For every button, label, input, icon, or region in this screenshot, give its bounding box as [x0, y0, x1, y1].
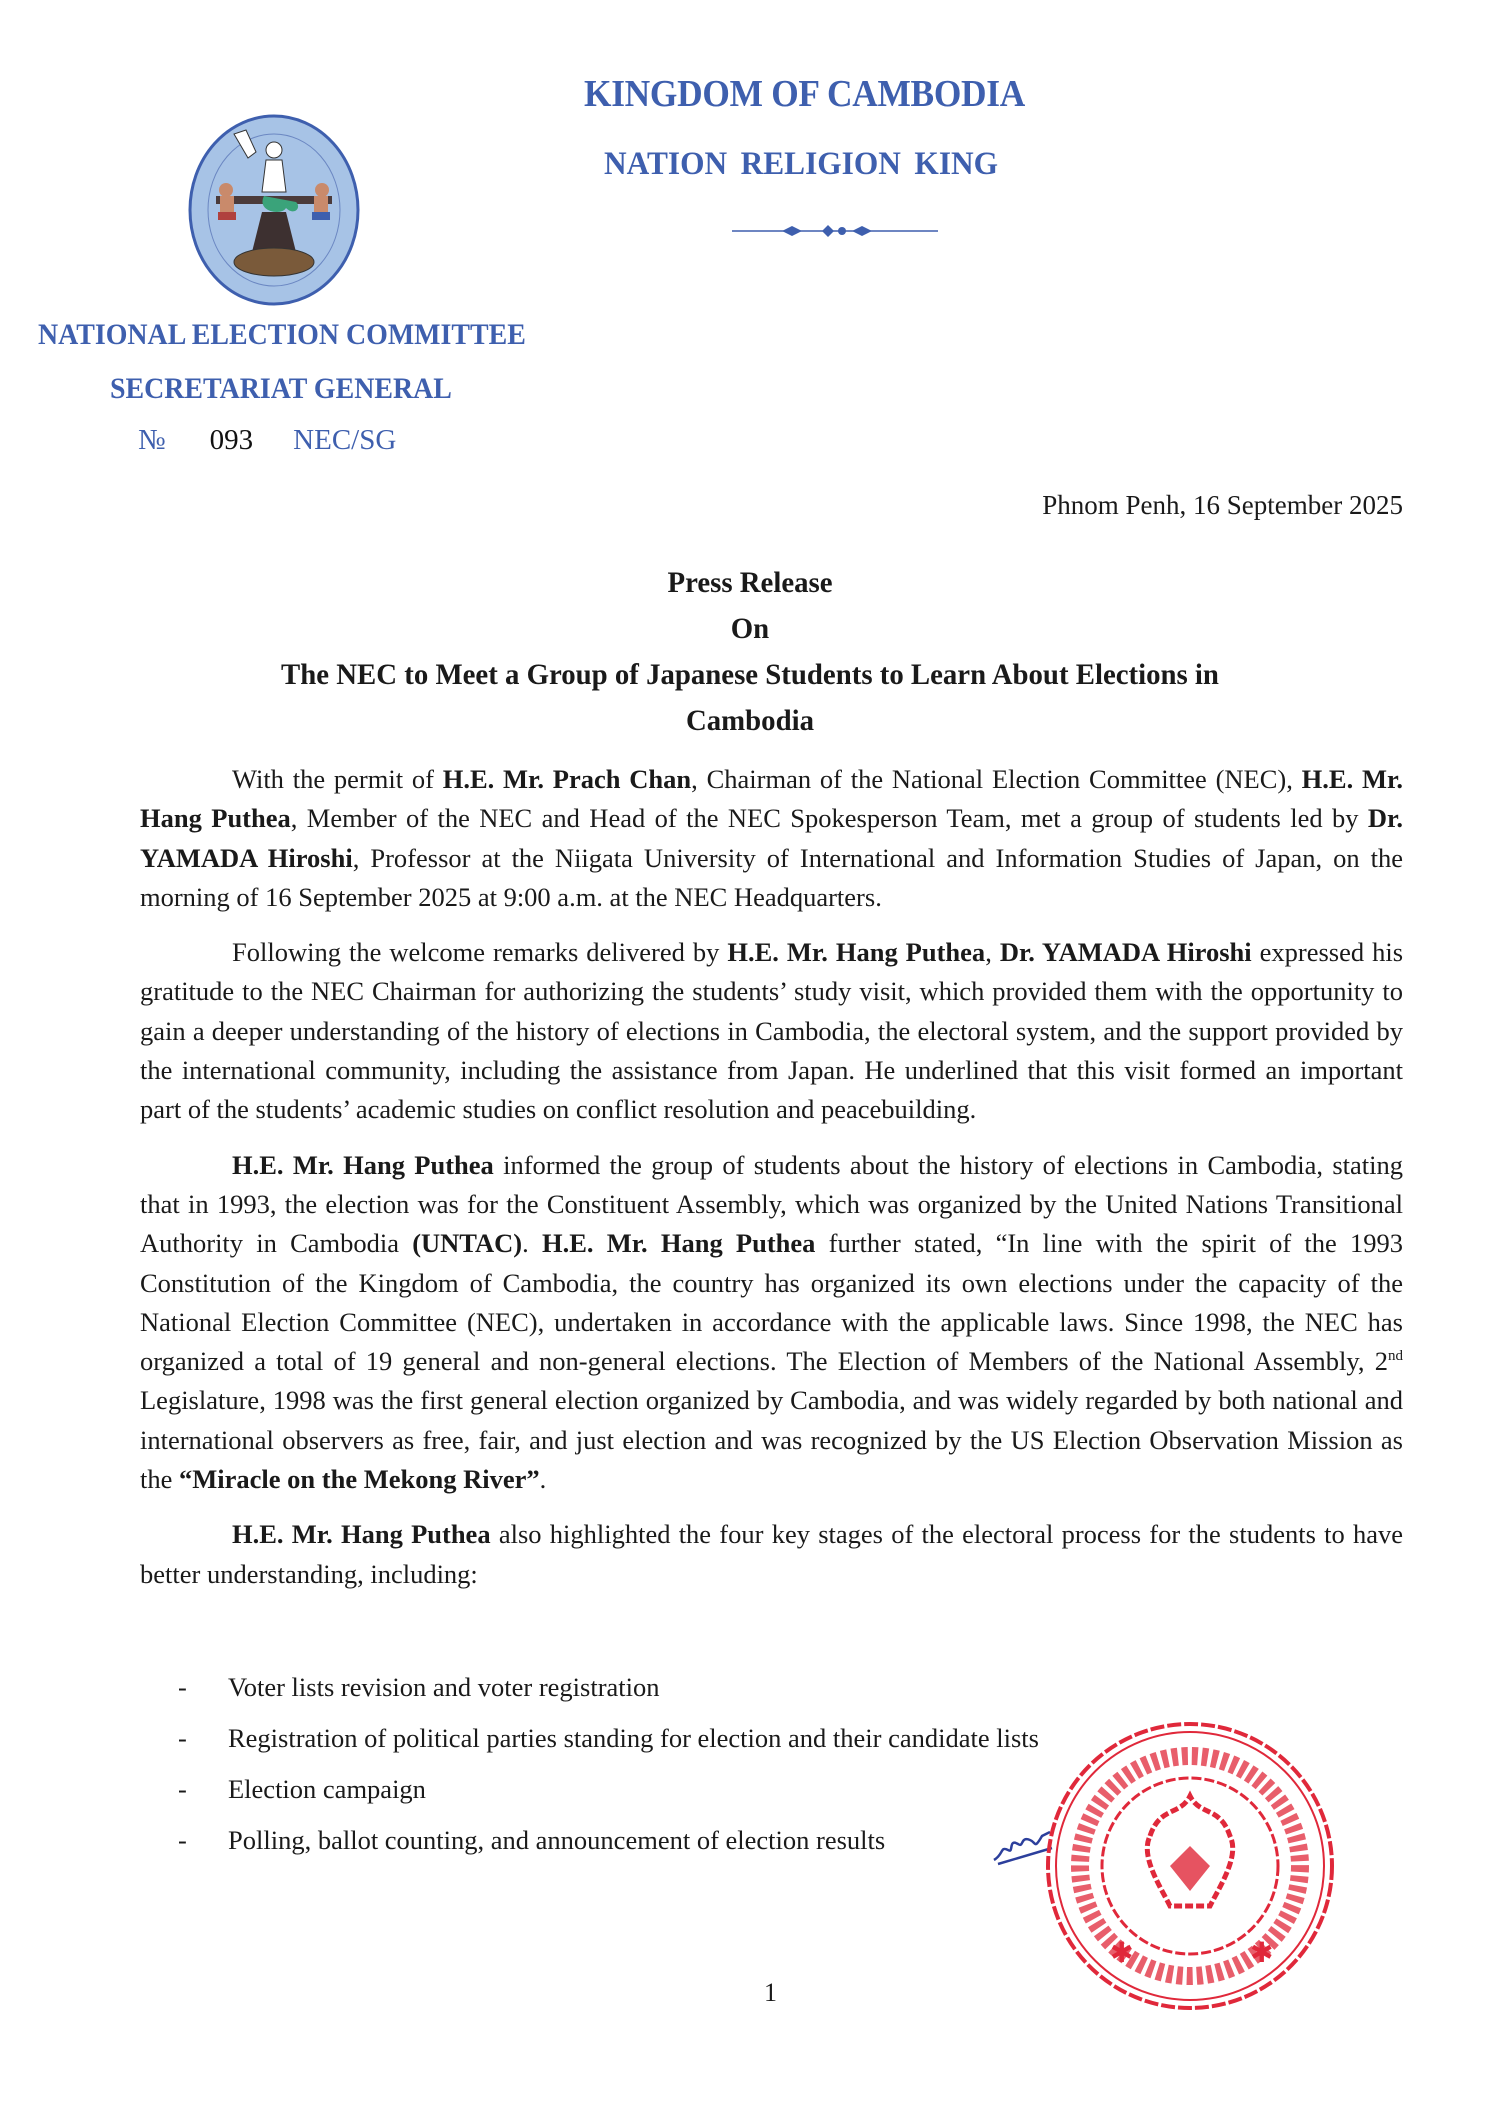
list-item-text: Voter lists revision and voter registration — [228, 1672, 660, 1702]
title-line-4: Cambodia — [685, 704, 815, 737]
bullet-dash: - — [178, 1774, 187, 1804]
list-item — [178, 1774, 1039, 1825]
bold-name: Dr. YAMADA Hiroshi — [999, 937, 1252, 968]
list-item — [178, 1672, 1039, 1723]
document-title — [0, 560, 1500, 744]
text: also highlighted the four key stages of the electoral process for the students to have better understanding, including: — [140, 1519, 1403, 1589]
ordinal-superscript: nd — [1388, 1348, 1403, 1365]
paragraph-3 — [140, 1146, 1403, 1500]
title-line-1: Press Release — [667, 566, 833, 599]
text: , Professor at the Niigata University of International and Information Studies of Japan, on the morning of 16 September 2025 at 9:00 a.m. at the NEC Headquarters. — [140, 842, 1404, 912]
reference-prefix: № — [138, 424, 166, 456]
paragraph-1 — [140, 760, 1403, 917]
text: further stated, “In line with the spirit of the 1993 Constitution of the Kingdom of Cambodia, the country has organized its own elections under the capacity of the National Election Committee (NEC), undertaken in accordance with the applicable laws. Since 1998, the NEC has organized a total of 19 general and non-general elections. The Election of Members of the National Assembly, 2 — [140, 1228, 1403, 1377]
list-item-text: Registration of political parties standing for election and their candidate lists — [228, 1723, 1039, 1753]
bold-name: H.E. Mr. Hang Puthea — [541, 1228, 816, 1259]
page-number: 1 — [764, 1978, 777, 2007]
list-item-text: Polling, ballot counting, and announcement of election results — [228, 1825, 886, 1855]
bold-name: H.E. Mr. Hang Puthea — [140, 764, 1403, 834]
bold-acronym: (UNTAC) — [412, 1228, 523, 1259]
paragraph-4 — [140, 1515, 1403, 1594]
list-item-text: Election campaign — [228, 1774, 426, 1804]
list-item — [178, 1723, 1039, 1774]
official-seal-icon — [1040, 1716, 1340, 2016]
svg-text:✱: ✱ — [1110, 1936, 1134, 1969]
paragraph-2 — [140, 933, 1403, 1129]
text: informed the group of students about the history of elections in Cambodia, stating that in 1993, the election was for the Constituent Assembly, which was organized by the United Nations Transitional Authority in Cambodia — [140, 1149, 1403, 1259]
text: Legislature, 1998 was the first general election organized by Cambodia, and was widely regarded by both national and international observers as free, fair, and just election and was recognized by the US Election Observation Mission as the — [140, 1385, 1403, 1495]
electoral-stages-list — [178, 1672, 1039, 1876]
text: With the permit of — [232, 764, 443, 794]
text: , — [985, 937, 1000, 968]
bullet-dash: - — [178, 1723, 187, 1753]
reference-number — [138, 424, 396, 457]
motto-heading: NATION RELIGION KING — [604, 146, 999, 182]
bullet-dash: - — [178, 1825, 187, 1855]
reference-number-value: 093 — [209, 424, 254, 456]
bullet-dash: - — [178, 1672, 187, 1702]
bold-name: H.E. Mr. Prach Chan — [442, 764, 692, 794]
bold-name: H.E. Mr. Hang Puthea — [727, 937, 986, 968]
committee-name: NATIONAL ELECTION COMMITTEE — [38, 318, 526, 351]
country-heading: KINGDOM OF CAMBODIA — [584, 73, 1026, 115]
ornamental-divider-icon — [732, 222, 938, 240]
text: . — [522, 1228, 542, 1259]
dateline: Phnom Penh, 16 September 2025 — [1042, 490, 1403, 520]
list-item — [178, 1825, 1039, 1876]
department-name: SECRETARIAT GENERAL — [110, 372, 452, 405]
bold-quote: “Miracle on the Mekong River” — [179, 1464, 540, 1495]
document-body — [140, 760, 1403, 1610]
text: expressed his gratitude to the NEC Chairman for authorizing the students’ study visit, which provided them with the opportunity to gain a deeper understanding of the history of elections in Cambodia, the electoral system, and the support provided by the international community, including the assistance from Japan. He underlined that this visit formed an important part of the students’ academic studies on conflict resolution and peacebuilding. — [140, 937, 1404, 1125]
text: Following the welcome remarks delivered by — [232, 937, 728, 968]
reference-suffix: NEC/SG — [293, 424, 397, 456]
text: . — [539, 1464, 547, 1495]
text: , Member of the NEC and Head of the NEC Spokesperson Team, met a group of students led by — [290, 803, 1368, 834]
title-line-3: The NEC to Meet a Group of Japanese Students to Learn About Elections in — [281, 658, 1219, 691]
text: , Chairman of the National Election Committee (NEC), — [691, 764, 1302, 794]
bold-name: H.E. Mr. Hang Puthea — [232, 1149, 494, 1180]
nec-emblem-icon — [186, 112, 362, 308]
bold-name: H.E. Mr. Hang Puthea — [232, 1519, 491, 1550]
title-line-2: On — [730, 612, 770, 645]
bold-name: Dr. YAMADA Hiroshi — [140, 803, 1403, 873]
svg-text:✱: ✱ — [1250, 1936, 1274, 1969]
